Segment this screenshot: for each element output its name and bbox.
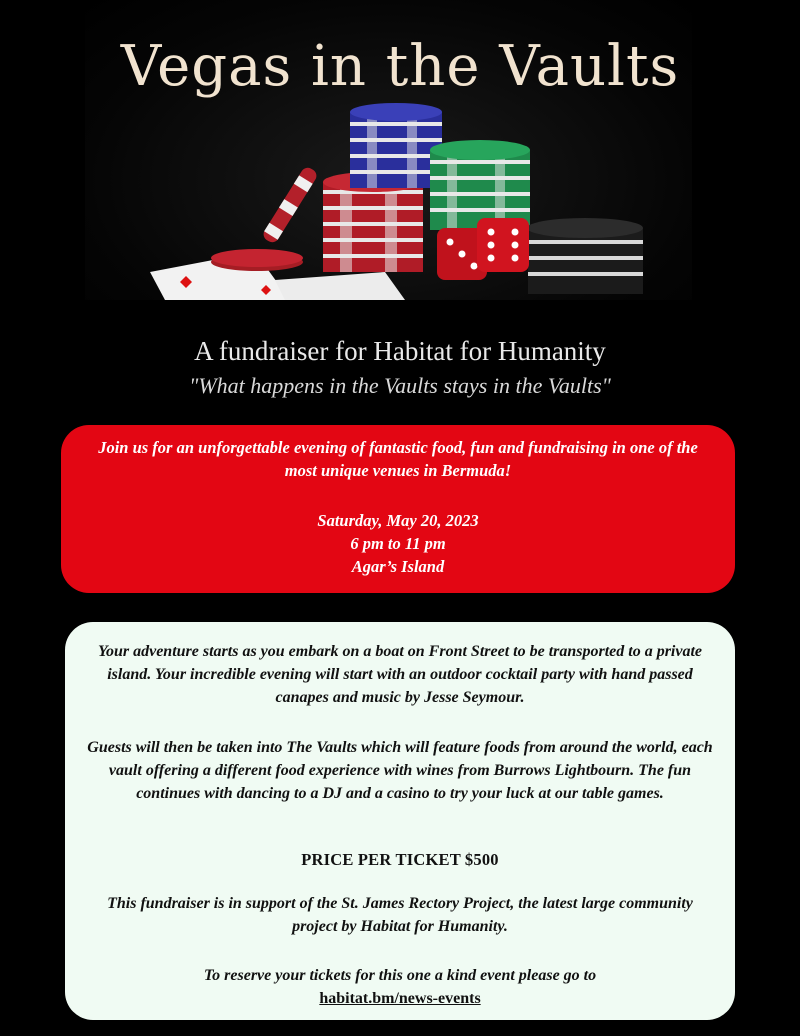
reserve-text: To reserve your tickets for this one a kind event please go to (203, 967, 597, 984)
event-title: Vegas in the Vaults (120, 34, 680, 99)
event-intro: Join us for an unforgettable evening of fantastic food, fun and fundraising in one of the most unique venues in Bermuda! (98, 438, 698, 480)
news-events-link[interactable]: habitat.bm/news-events (319, 990, 481, 1007)
event-location: Agar’s Island (351, 557, 445, 576)
event-details (81, 509, 715, 578)
event-info-panel (65, 622, 735, 1020)
event-date: Saturday, May 20, 2023 (317, 511, 479, 530)
fundraiser-subtitle: A fundraiser for Habitat for Humanity (194, 336, 606, 366)
adventure-paragraph: Your adventure starts as you embark on a boat on Front Street to be transported to a private island. Your incredible evening will start with an outdoor cocktail party with hand passed canapes and music by Jesse Seymour. (97, 643, 703, 706)
reserve-paragraph (85, 964, 715, 1010)
vaults-paragraph: Guests will then be taken into The Vaults which will feature foods from around the world, each vault offering a different food experience with wines from Burrows Lightbourn. The fun continues with dancing to a DJ and a casino to try your luck at our table games. (87, 739, 713, 802)
ticket-price: PRICE PER TICKET $500 (301, 850, 499, 869)
event-details-panel (61, 425, 735, 593)
event-tagline: "What happens in the Vaults stays in the Vaults" (189, 373, 611, 398)
support-paragraph: This fundraiser is in support of the St. James Rectory Project, the latest large community project by Habitat for Humanity. (107, 895, 693, 935)
event-time: 6 pm to 11 pm (350, 534, 446, 553)
